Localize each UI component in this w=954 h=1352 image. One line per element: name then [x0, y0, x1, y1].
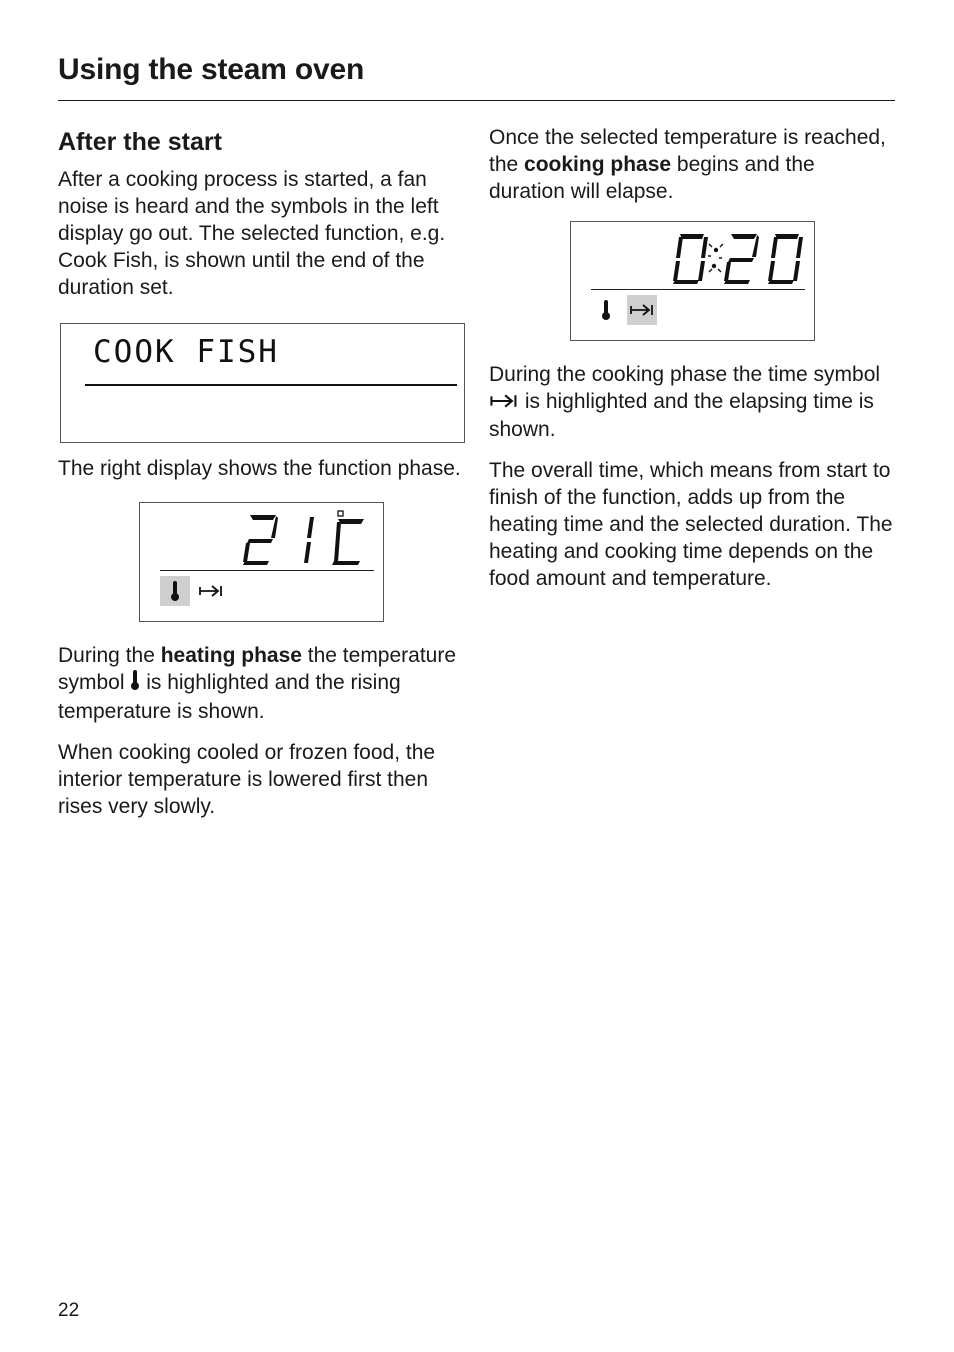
time-text-a: During the cooking phase the time symbol: [489, 363, 881, 386]
header-rule: [58, 100, 895, 101]
left-display-line: [85, 384, 457, 386]
left-column: [58, 124, 468, 820]
thermometer-icon: [591, 295, 621, 325]
section-heading: After the start: [58, 128, 222, 156]
display-divider: [591, 289, 805, 290]
page-number: 22: [58, 1300, 80, 1321]
intro-paragraph: After a cooking process is started, a fan noise is heard and the symbols in the left display go out. The selected function, e.g. Cook Fish, is shown until the end of the duration set.: [58, 168, 446, 299]
left-display-text: COOK FISH: [93, 334, 279, 370]
heating-text-c: is highlighted and the rising temperature is shown.: [58, 671, 401, 723]
duration-arrow-icon: [627, 295, 657, 325]
right-column: [489, 124, 894, 592]
right-display-cooking-illustration: [570, 221, 815, 341]
heating-phase-paragraph: [58, 642, 468, 725]
overall-time-paragraph: The overall time, which means from start to finish of the function, adds up from the heating time and the selected duration. The heating and cooking time depends on the food amount and temperature.: [489, 458, 893, 590]
cooking-text-b: begins and the duration will elapse.: [489, 153, 815, 203]
duration-arrow-icon: [196, 576, 226, 606]
display-divider: [160, 570, 374, 571]
duration-arrow-icon: [489, 389, 519, 416]
time-text-b: is highlighted and the elapsing time is shown.: [489, 390, 874, 441]
heating-phase-bold: heating phase: [160, 644, 302, 667]
cooking-text-a: Once the selected temperature is reached, the: [489, 126, 886, 176]
seven-segment-time: [671, 230, 811, 286]
time-symbol-paragraph: [489, 361, 894, 443]
page-header: [58, 50, 895, 90]
cooking-phase-bold: cooking phase: [524, 153, 672, 176]
left-display-illustration: [60, 323, 465, 443]
right-display-paragraph: The right display shows the function phase.: [58, 457, 461, 480]
heating-text-b: the temperature symbol: [58, 644, 457, 695]
heating-value-text: 21°C: [440, 711, 443, 712]
heating-text-a: During the: [58, 644, 161, 667]
page-title: Using the steam oven: [58, 53, 365, 86]
thermometer-icon: [160, 576, 190, 606]
cooking-phase-intro: [489, 124, 894, 205]
cooled-food-paragraph: When cooking cooled or frozen food, the interior temperature is lowered first then rises very slowly.: [58, 741, 436, 818]
thermometer-icon: [130, 669, 140, 698]
